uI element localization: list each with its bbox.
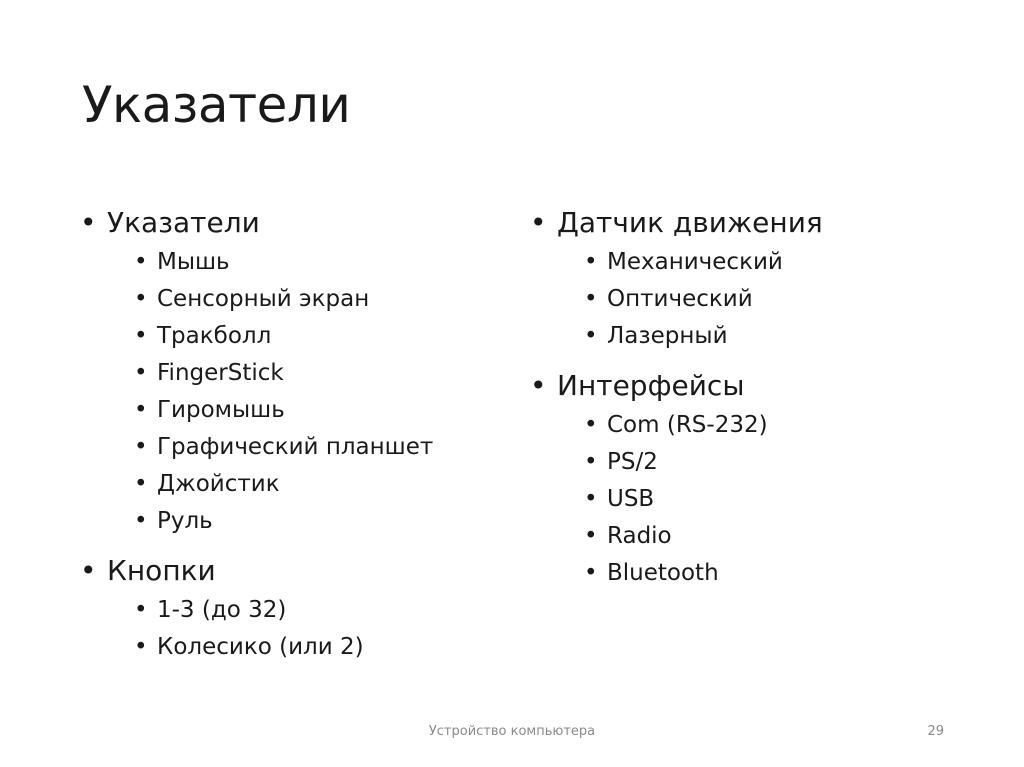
list-item: • Com (RS-232) (557, 407, 970, 444)
list-item: • USB (557, 481, 970, 518)
list-item: • Мышь (107, 244, 510, 281)
right-column (530, 202, 970, 602)
list-item: • Графический планшет (107, 429, 510, 466)
footer-text: Устройство компьютера (428, 724, 596, 739)
sub-list (557, 244, 970, 355)
list-item: • 1-3 (до 32) (107, 592, 510, 629)
list-item: • Сенсорный экран (107, 281, 510, 318)
group-label: • Кнопки (107, 554, 216, 587)
list-item: • PS/2 (557, 444, 970, 481)
list-item: • Тракболл (107, 318, 510, 355)
list-item: • Механический (557, 244, 970, 281)
sub-list (107, 244, 510, 540)
group-label: • Указатели (107, 206, 260, 239)
left-column (80, 202, 510, 676)
list-item: • Джойстик (107, 466, 510, 503)
sub-list (557, 407, 970, 592)
page-number: 29 (927, 724, 944, 739)
list-item: • Оптический (557, 281, 970, 318)
list-item: • Руль (107, 503, 510, 540)
list-item: • Лазерный (557, 318, 970, 355)
group-label: • Датчик движения (557, 206, 823, 239)
list-item: • FingerStick (107, 355, 510, 392)
list-item: • Гиромышь (107, 392, 510, 429)
list-item: • Колесико (или 2) (107, 629, 510, 666)
group-buttons (80, 550, 510, 666)
list-item: • Bluetooth (557, 555, 970, 592)
slide-title: Указатели (82, 76, 351, 134)
group-motion-sensor (530, 202, 970, 355)
group-pointers (80, 202, 510, 540)
sub-list (107, 592, 510, 666)
group-label: • Интерфейсы (557, 369, 745, 402)
group-interfaces (530, 365, 970, 592)
list-item: • Radio (557, 518, 970, 555)
